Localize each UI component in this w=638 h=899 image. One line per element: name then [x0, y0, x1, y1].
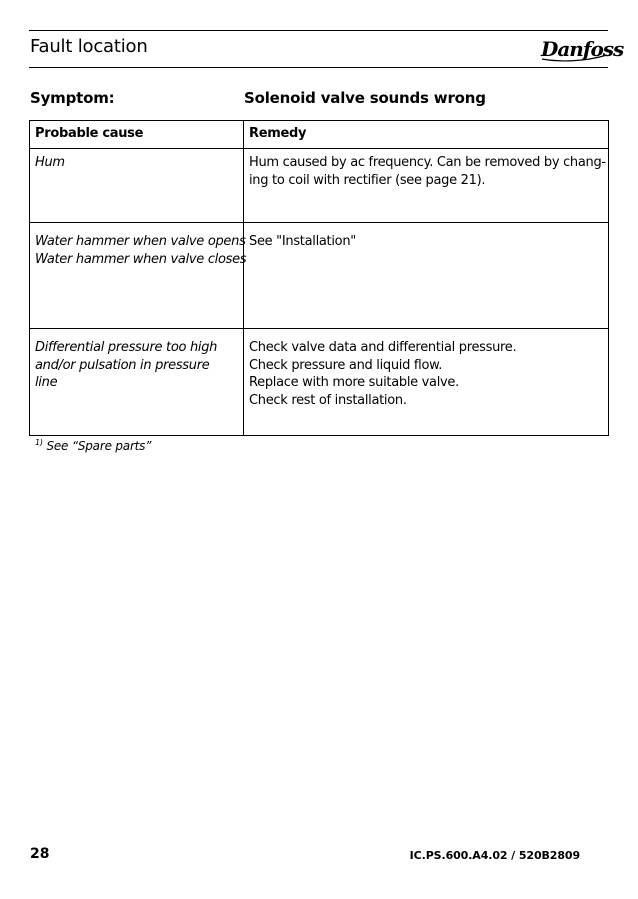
remedy-line: Check valve data and differential pressure. [249, 340, 517, 355]
fault-table [29, 120, 609, 436]
column-header-probable-cause: Probable cause [30, 121, 244, 149]
cause-cell [30, 149, 244, 223]
table-row [30, 223, 609, 329]
table-header-row [30, 121, 609, 149]
cause-line: line [35, 375, 58, 390]
cause-cell [30, 329, 244, 436]
document-code: IC.PS.600.A4.02 / 520B2809 [409, 849, 580, 862]
cause-line: Water hammer when valve opens [35, 234, 246, 249]
svg-text:Danfoss: Danfoss [541, 37, 624, 61]
cause-line: Water hammer when valve closes [35, 251, 247, 267]
remedy-line: Check pressure and liquid flow. [249, 357, 443, 373]
cause-line: Differential pressure too high [35, 340, 218, 355]
danfoss-logo [539, 29, 624, 65]
footnote-text: See “Spare parts” [46, 439, 152, 453]
header-top-rule [29, 30, 608, 31]
cause-line: Hum [35, 155, 65, 170]
symptom-value: Solenoid valve sounds wrong [244, 89, 486, 107]
page-title: Fault location [30, 36, 148, 57]
footnote [35, 438, 151, 453]
column-header-remedy: Remedy [244, 121, 609, 149]
remedy-line: Replace with more suitable valve. [249, 375, 459, 390]
symptom-label: Symptom: [30, 89, 115, 107]
header-bottom-rule [29, 67, 608, 68]
remedy-cell [244, 223, 609, 329]
remedy-line: ing to coil with rectifier (see page 21). [249, 172, 486, 188]
cause-cell [30, 223, 247, 329]
remedy-line: See "Installation" [249, 234, 356, 249]
remedy-line: Check rest of installation. [249, 392, 407, 408]
page-number: 28 [30, 846, 50, 862]
cause-line: and/or pulsation in pressure [35, 357, 210, 373]
remedy-line: Hum caused by ac frequency. Can be removed by chang- [249, 155, 606, 170]
remedy-cell [244, 149, 609, 223]
table-row [30, 149, 609, 223]
table-row [30, 329, 609, 436]
remedy-cell [244, 329, 609, 436]
footnote-marker: 1) [35, 438, 43, 447]
